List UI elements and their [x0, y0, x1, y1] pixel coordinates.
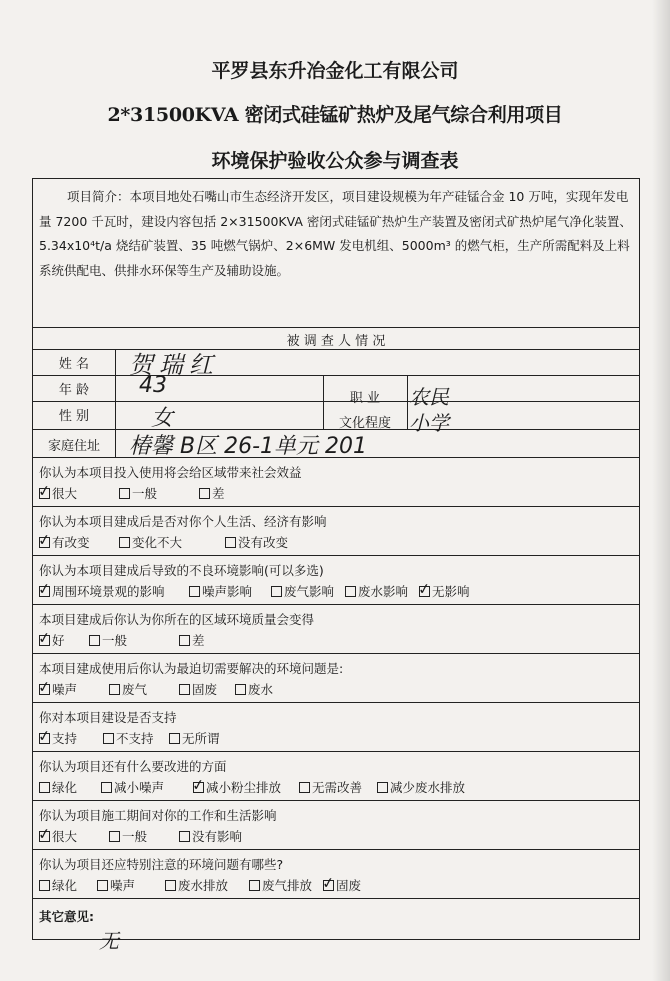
question-7-option[interactable]	[39, 778, 77, 796]
checkbox[interactable]	[179, 684, 190, 695]
question-8-text: 你认为项目施工期间对你的工作和生活影响	[39, 808, 277, 823]
checkbox[interactable]	[101, 782, 112, 793]
other-opinion-value[interactable]: 无	[99, 929, 119, 953]
question-3-option[interactable]	[36, 579, 165, 600]
gender-value[interactable]: 女	[151, 406, 174, 431]
question-2-text: 你认为本项目建成后是否对你个人生活、经济有影响	[39, 514, 327, 529]
question-8-option[interactable]	[36, 824, 78, 845]
question-9-option[interactable]	[320, 873, 362, 894]
check-mark-icon: ✓	[190, 775, 206, 795]
check-mark-icon: ✓	[36, 579, 52, 599]
question-7-text: 你认为项目还有什么要改进的方面	[39, 759, 227, 774]
checkbox[interactable]	[36, 481, 52, 501]
option-label: 减少废水排放	[390, 780, 466, 795]
option-label: 有改变	[52, 535, 90, 550]
option-label: 减小噪声	[114, 780, 165, 795]
check-mark-icon: ✓	[36, 628, 52, 648]
option-label: 废气影响	[284, 584, 335, 599]
question-1-option[interactable]	[199, 484, 225, 502]
option-label: 不支持	[116, 731, 154, 746]
checkbox[interactable]	[119, 488, 130, 499]
question-7-option[interactable]	[377, 778, 465, 796]
option-label: 绿化	[52, 780, 78, 795]
question-3-option[interactable]	[416, 579, 470, 600]
check-mark-icon: ✓	[36, 481, 52, 501]
checkbox[interactable]	[169, 733, 180, 744]
checkbox[interactable]	[249, 880, 260, 891]
question-3-option[interactable]	[345, 582, 408, 600]
question-5-option[interactable]	[179, 680, 217, 698]
checkbox[interactable]	[39, 782, 50, 793]
option-label: 废水	[248, 682, 274, 697]
age-value[interactable]: 43	[139, 373, 167, 398]
question-4-option[interactable]	[89, 631, 127, 649]
question-3-text: 你认为本项目建成后导致的不良环境影响(可以多选)	[39, 563, 324, 578]
checkbox[interactable]	[190, 775, 206, 795]
checkbox[interactable]	[36, 726, 52, 746]
option-label: 无所谓	[182, 731, 220, 746]
question-6-option[interactable]	[103, 729, 154, 747]
project-title: 2*31500KVA 密闭式硅锰矿热炉及尾气综合利用项目	[107, 104, 563, 126]
option-label: 无影响	[432, 584, 470, 599]
check-mark-icon: ✓	[36, 530, 52, 550]
name-label: 姓 名	[58, 357, 90, 372]
question-2-option[interactable]	[225, 533, 288, 551]
question-8-option[interactable]	[179, 827, 242, 845]
checkbox[interactable]	[179, 831, 190, 842]
option-label: 绿化	[52, 878, 78, 893]
option-label: 好	[52, 633, 65, 648]
survey-title: 环境保护验收公众参与调查表	[211, 150, 459, 172]
checkbox[interactable]	[36, 530, 52, 550]
checkbox[interactable]	[377, 782, 388, 793]
option-label: 没有影响	[192, 829, 243, 844]
respondent-section-title: 被 调 查 人 情 况	[286, 334, 386, 349]
option-label: 固废	[336, 878, 362, 893]
question-9-option[interactable]	[39, 876, 77, 894]
question-4-option[interactable]	[36, 628, 65, 649]
checkbox[interactable]	[189, 586, 200, 597]
option-label: 很大	[52, 829, 78, 844]
checkbox[interactable]	[119, 537, 130, 548]
question-7-option[interactable]	[299, 778, 362, 796]
check-mark-icon: ✓	[36, 677, 52, 697]
question-6-text: 你对本项目建设是否支持	[39, 710, 177, 725]
option-label: 支持	[52, 731, 78, 746]
checkbox[interactable]	[36, 579, 52, 599]
option-label: 一般	[102, 633, 128, 648]
question-4-text: 本项目建成后你认为你所在的区域环境质量会变得	[39, 612, 315, 627]
checkbox[interactable]	[199, 488, 210, 499]
option-label: 没有改变	[238, 535, 289, 550]
checkbox[interactable]	[89, 635, 100, 646]
checkbox[interactable]	[109, 684, 120, 695]
option-label: 变化不大	[132, 535, 183, 550]
question-1-text: 你认为本项目投入使用将会给区域带来社会效益	[39, 465, 302, 480]
checkbox[interactable]	[97, 880, 108, 891]
checkbox[interactable]	[299, 782, 310, 793]
question-7-option[interactable]	[101, 778, 164, 796]
checkbox[interactable]	[345, 586, 356, 597]
question-3-option[interactable]	[189, 582, 252, 600]
question-7-option[interactable]	[190, 775, 282, 796]
question-1-option[interactable]	[119, 484, 157, 502]
option-label: 废水影响	[358, 584, 409, 599]
question-9-option[interactable]	[249, 876, 312, 894]
question-1-option[interactable]	[36, 481, 78, 502]
check-mark-icon: ✓	[36, 726, 52, 746]
education-value[interactable]: 小学	[409, 411, 449, 435]
checkbox[interactable]	[103, 733, 114, 744]
age-label: 年 龄	[58, 383, 90, 398]
checkbox[interactable]	[36, 628, 52, 648]
option-label: 差	[192, 633, 205, 648]
checkbox[interactable]	[271, 586, 282, 597]
question-6-option[interactable]	[36, 726, 78, 747]
question-5-option[interactable]	[109, 680, 147, 698]
option-label: 一般	[132, 486, 158, 501]
check-mark-icon: ✓	[320, 873, 336, 893]
checkbox[interactable]	[36, 677, 52, 697]
job-value[interactable]: 农民	[409, 385, 449, 409]
address-label: 家庭住址	[47, 439, 100, 454]
question-6-option[interactable]	[169, 729, 220, 747]
question-2-option[interactable]	[36, 530, 90, 551]
checkbox[interactable]	[39, 880, 50, 891]
checkbox[interactable]	[165, 880, 176, 891]
question-5-text: 本项目建成使用后你认为最迫切需要解决的环境问题是:	[39, 661, 344, 676]
question-9-option[interactable]	[97, 876, 135, 894]
option-label: 减小粉尘排放	[206, 780, 282, 795]
question-4-option[interactable]	[179, 631, 205, 649]
question-5-option[interactable]	[36, 677, 78, 698]
checkbox[interactable]	[416, 579, 432, 599]
checkbox[interactable]	[109, 831, 120, 842]
education-label: 文化程度	[338, 416, 391, 431]
company-title: 平罗县东升冶金化工有限公司	[211, 60, 459, 82]
option-label: 噪声	[52, 682, 78, 697]
name-value[interactable]: 贺瑞红	[129, 351, 219, 379]
option-label: 无需改善	[312, 780, 363, 795]
address-value[interactable]: 椿馨 B区 26-1单元 201	[129, 434, 367, 459]
question-9-option[interactable]	[165, 876, 228, 894]
question-5-option[interactable]	[235, 680, 273, 698]
check-mark-icon: ✓	[36, 824, 52, 844]
project-intro: 项目简介：本项目地处石嘴山市生态经济开发区，项目建设规模为年产硅锰合金 10 万吨，实现年发电量 7200 千瓦时，建设内容包括 2×31500KVA 密闭式硅锰矿热炉生产装置及密闭式矿热炉尾气净化装置、5.34x10⁴t/a 烧结矿装置、35 吨燃气锅炉、2×6MW 发电机组、5000m³ 的燃气柜，生产所需配料及上料系统供配电、供排水环保等生产及辅助设施。	[39, 189, 632, 278]
option-label: 很大	[52, 486, 78, 501]
page-edge-shadow	[652, 0, 670, 981]
survey-form	[32, 178, 640, 953]
option-label: 废气	[122, 682, 148, 697]
other-opinion-label: 其它意见:	[39, 909, 94, 924]
checkbox[interactable]	[225, 537, 236, 548]
option-label: 噪声	[110, 878, 136, 893]
option-label: 废水排放	[178, 878, 229, 893]
option-label: 差	[212, 486, 225, 501]
checkbox[interactable]	[235, 684, 246, 695]
question-3-option[interactable]	[271, 582, 334, 600]
gender-label: 性 别	[58, 409, 90, 424]
check-mark-icon: ✓	[416, 579, 432, 599]
checkbox[interactable]	[36, 824, 52, 844]
job-label: 职 业	[349, 391, 381, 406]
checkbox[interactable]	[179, 635, 190, 646]
question-9-text: 你认为项目还应特别注意的环境问题有哪些?	[39, 857, 284, 872]
option-label: 废气排放	[262, 878, 313, 893]
option-label: 周围环境景观的影响	[52, 584, 165, 599]
option-label: 一般	[122, 829, 148, 844]
option-label: 固废	[192, 682, 218, 697]
checkbox[interactable]	[320, 873, 336, 893]
question-8-option[interactable]	[109, 827, 147, 845]
option-label: 噪声影响	[202, 584, 253, 599]
question-2-option[interactable]	[119, 533, 182, 551]
